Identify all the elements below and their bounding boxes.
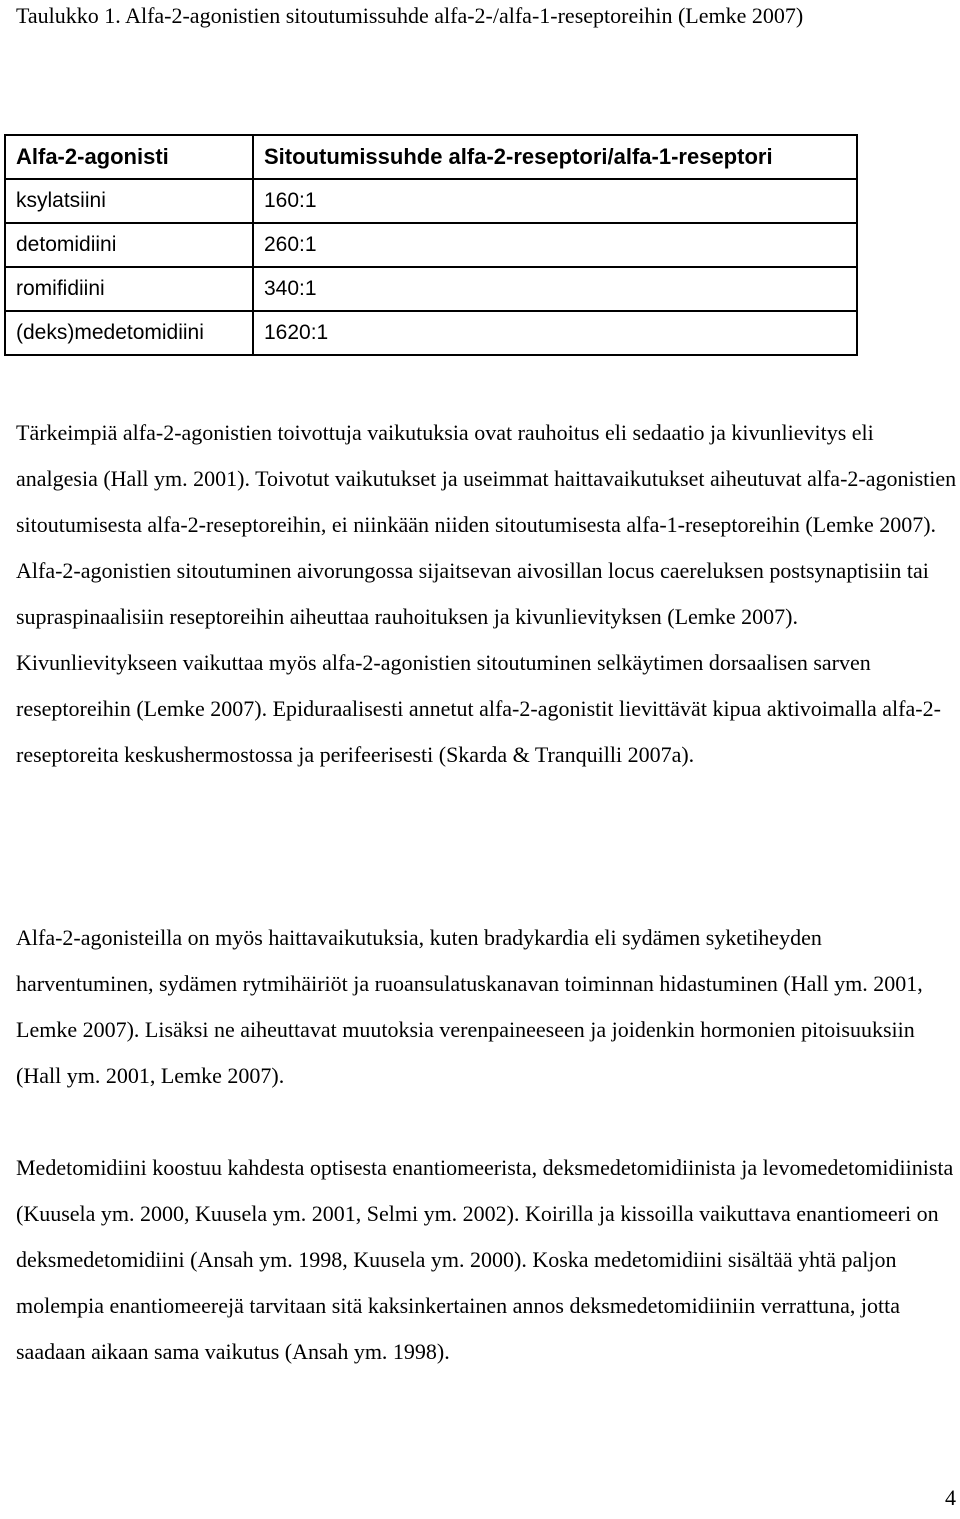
ratio-cell: 1620:1 [253, 311, 857, 355]
page-number: 4 [945, 1485, 956, 1510]
paragraph-desired-effects: Tärkeimpiä alfa-2-agonistien toivottuja vaikutuksia ovat rauhoitus eli sedaatio ja kivunlievitys eli analgesia (Hall ym. 2001). Toivotut vaikutukset ja useimmat haittavaikutukset aiheutuvat alfa-2-agonistien sitoutumisesta alfa-2-reseptoreihin, ei niinkään niiden sitoutumisesta alfa-1-reseptoreihin (Lemke 2007). Alfa-2-agonistien sitoutuminen aivorungossa sijaitsevan aivosillan locus caereluksen postsynaptisiin tai supraspinaalisiin reseptoreihin aiheuttaa rauhoituksen ja kivunlievityksen (Lemke 2007). Kivunlievitykseen vaikuttaa myös alfa-2-agonistien sitoutuminen selkäytimen dorsaalisen sarven reseptoreihin (Lemke 2007). Epiduraalisesti annetut alfa-2-agonistit lievittävät kipua aktivoimalla alfa-2-reseptoreita keskushermostossa ja perifeerisesti (Skarda & Tranquilli 2007a). [16, 420, 957, 767]
ratio-cell: 160:1 [253, 179, 857, 223]
ratio-cell: 340:1 [253, 267, 857, 311]
table-header-row [5, 135, 857, 179]
ratio-cell: 260:1 [253, 223, 857, 267]
agonist-cell: (deks)medetomidiini [5, 311, 253, 355]
table-caption: Taulukko 1. Alfa-2-agonistien sitoutumissuhde alfa-2-/alfa-1-reseptoreihin (Lemke 2007) [16, 3, 804, 28]
paragraph-medetomidine: Medetomidiini koostuu kahdesta optisesta enantiomeerista, deksmedetomidiinista ja levomedetomidiinista (Kuusela ym. 2000, Kuusela ym. 2001, Selmi ym. 2002). Koirilla ja kissoilla vaikuttava enantiomeeri on deksmedetomidiini (Ansah ym. 1998, Kuusela ym. 2000). Koska medetomidiini sisältää yhtä paljon molempia enantiomeerejä tarvitaan sitä kaksinkertainen annos deksmedetomidiiniin verrattuna, jotta saadaan aikaan sama vaikutus (Ansah ym. 1998). [16, 1155, 954, 1364]
table-row [5, 223, 857, 267]
paragraph-side-effects: Alfa-2-agonisteilla on myös haittavaikutuksia, kuten bradykardia eli sydämen syketiheyden harventuminen, sydämen rytmihäiriöt ja ruoansulatuskanavan toiminnan hidastuminen (Hall ym. 2001, Lemke 2007). Lisäksi ne aiheuttavat muutoksia verenpaineeseen ja joidenkin hormonien pitoisuuksiin (Hall ym. 2001, Lemke 2007). [16, 925, 923, 1088]
agonist-cell: romifidiini [5, 267, 253, 311]
agonist-cell: ksylatsiini [5, 179, 253, 223]
header-binding-ratio: Sitoutumissuhde alfa-2-reseptori/alfa-1-reseptori [253, 135, 857, 179]
agonist-cell: detomidiini [5, 223, 253, 267]
table-row [5, 267, 857, 311]
table-row [5, 311, 857, 355]
table-row [5, 179, 857, 223]
header-agonist: Alfa-2-agonisti [5, 135, 253, 179]
binding-ratio-table [4, 134, 858, 356]
